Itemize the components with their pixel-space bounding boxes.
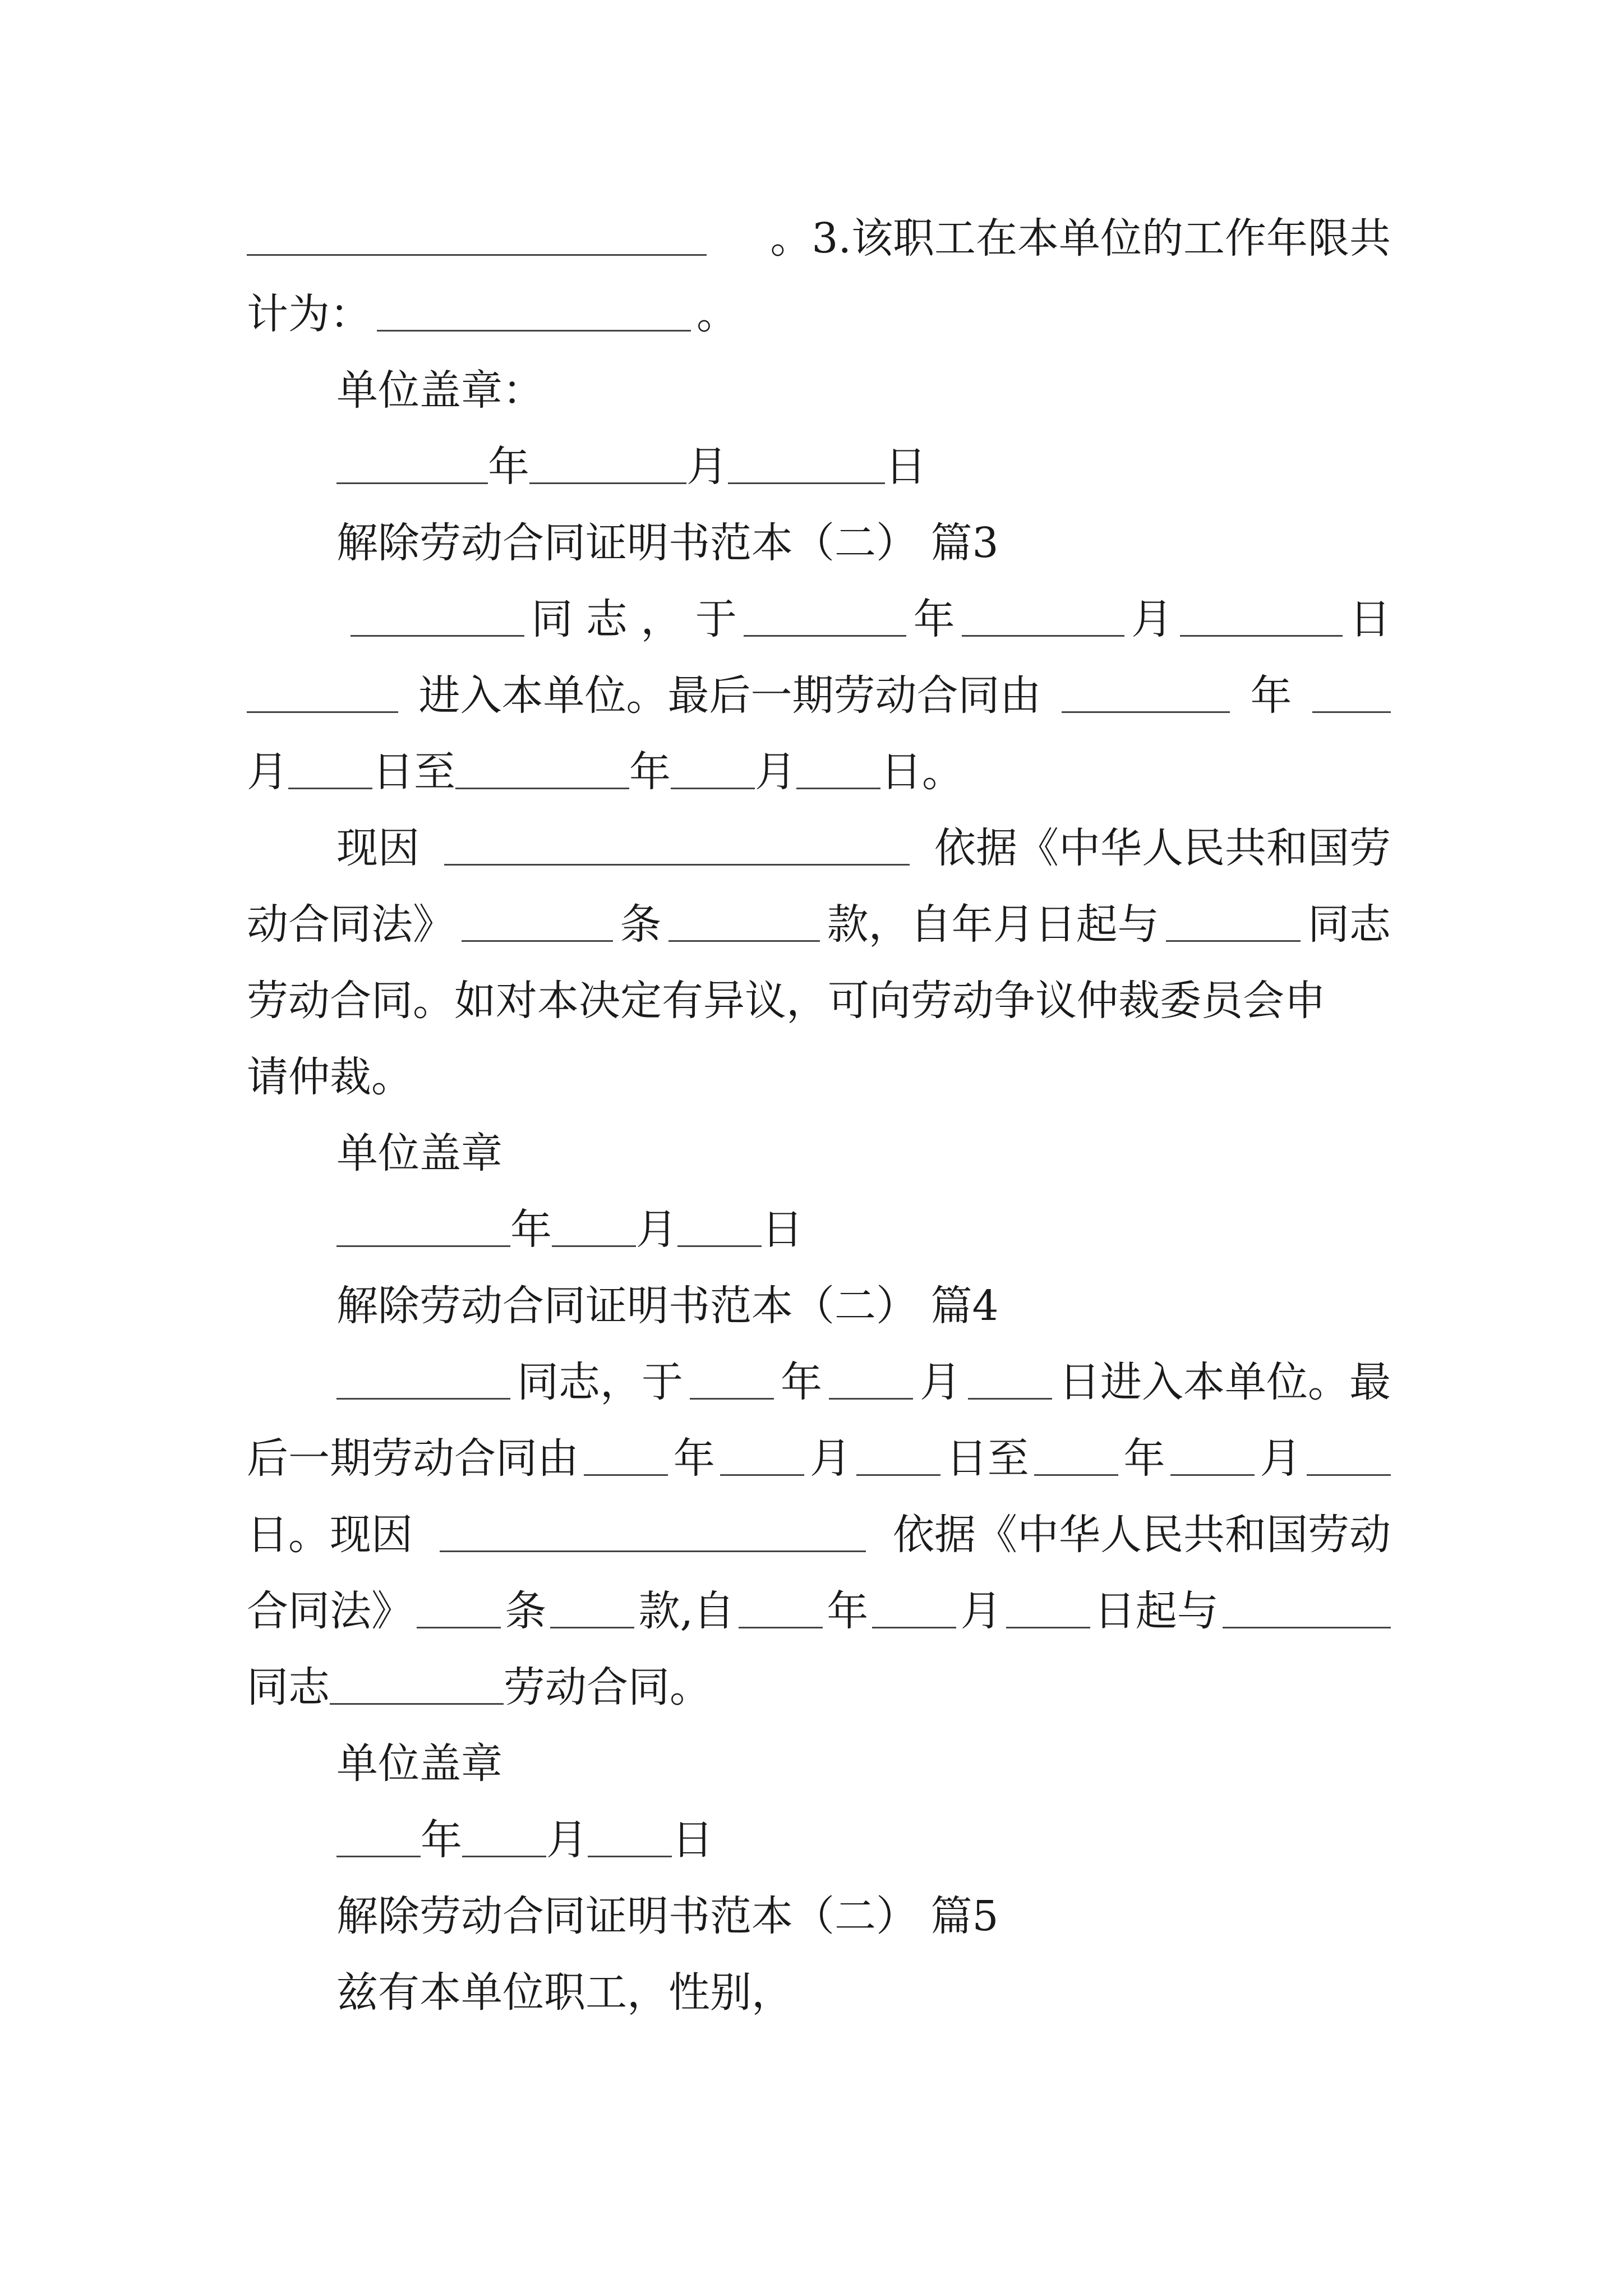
heading-text: 解除劳动合同证明书范本（二） 篇3 [336,519,999,567]
text-segment: 单位盖章： [336,366,544,415]
section-heading-5 [336,1883,1391,1950]
month-label: 月 [546,1816,588,1864]
text-line [247,1577,1391,1645]
text-line [247,1501,1391,1568]
text-segment: 依据《中华人民共和国劳 [934,824,1391,872]
stamp-label [336,357,1391,424]
text-line-work-years [247,205,1391,272]
fill-blank-month[interactable] [962,591,1124,637]
year-label: 年 [488,443,529,491]
fill-blank-year[interactable] [1062,668,1230,713]
section-heading-4 [336,1272,1391,1340]
text-line [336,1959,1391,2026]
fill-blank[interactable] [330,1659,504,1705]
text-segment: 依据《中华人民共和国劳动 [893,1511,1391,1559]
fill-blank-month[interactable] [462,1812,546,1857]
month-label: 月 [247,748,288,796]
text-segment: 日至 [372,748,455,796]
fill-blank-year[interactable] [744,591,906,637]
year-label: 年 [629,748,671,796]
text-segment: 。3.该职工在本单位的工作年限共 [770,214,1391,263]
text-segment: 单位盖章 [336,1740,502,1788]
text-line [247,1043,1391,1111]
day-label: 日。 [880,748,963,796]
text-segment: 日。现因 [247,1511,413,1559]
fill-blank-year[interactable] [336,1202,510,1247]
year-label: 年 [781,1358,822,1406]
text-segment: 劳动合同。如对本决定有异议，可向劳动争议仲裁委员会申 [247,977,1326,1025]
text-segment: 进入本单位。最后一期劳动合同由 [418,671,1041,720]
fill-blank-day[interactable] [1180,591,1343,637]
fill-blank-day[interactable] [588,1812,672,1857]
text-segment: 日进入本单位。最 [1059,1358,1391,1406]
fill-blank-year[interactable] [584,1430,668,1476]
date-line [336,1806,1391,1874]
text-segment: 条 [505,1587,547,1635]
text-segment: 同志，于 [517,1358,683,1406]
date-line [336,433,1391,500]
fill-blank-clause[interactable] [550,1583,634,1628]
text-segment: 兹有本单位职工，性别， [336,1968,793,2017]
month-label: 月 [686,443,728,491]
fill-blank-year[interactable] [455,744,629,789]
text-segment: 。 [697,290,738,338]
month-label: 月 [960,1587,1002,1635]
text-line [247,738,1391,806]
year-label: 年 [827,1587,869,1635]
fill-blank-month[interactable] [1170,1430,1255,1476]
fill-blank-name[interactable] [351,591,524,637]
text-line [336,815,1391,882]
fill-blank-month[interactable] [872,1583,956,1628]
text-segment: 后一期劳动合同由 [247,1434,579,1483]
stamp-label [336,1120,1391,1187]
text-segment: 同 志 ， 于 [531,595,737,643]
fill-blank-month[interactable] [829,1354,913,1400]
month-label: 月 [809,1434,851,1483]
fill-blank[interactable] [1312,668,1391,713]
fill-blank-clause[interactable] [668,896,820,942]
day-label: 日 [762,1205,803,1254]
text-segment: 计为： [247,290,371,338]
text-segment: 同志 [1307,900,1391,949]
heading-text: 解除劳动合同证明书范本（二） 篇5 [336,1892,999,1940]
fill-blank-day[interactable] [1307,1430,1391,1476]
text-segment: 动合同法》 [247,900,454,949]
month-label: 月 [636,1205,677,1254]
text-line [247,662,1391,729]
fill-blank-article[interactable] [462,896,613,942]
fill-blank[interactable] [247,210,707,256]
day-label: 日 [672,1816,713,1864]
fill-blank[interactable] [377,286,691,332]
year-label: 年 [1250,671,1292,720]
fill-blank-article[interactable] [417,1583,501,1628]
text-line [351,586,1391,653]
text-segment: 单位盖章 [336,1129,502,1177]
text-line [247,1654,1391,1721]
year-label: 年 [673,1434,715,1483]
text-segment: 款，自年月日起与 [827,900,1159,949]
text-segment: 日至 [946,1434,1029,1483]
text-line-total [247,280,1391,348]
text-segment: 条 [620,900,662,949]
fill-blank-month[interactable] [720,1430,804,1476]
month-label: 月 [920,1358,961,1406]
fill-blank-year[interactable] [336,439,488,484]
fill-blank-reason[interactable] [444,820,910,866]
fill-blank-day[interactable] [288,744,372,789]
fill-blank-day[interactable] [728,439,885,484]
fill-blank-day[interactable] [968,1354,1052,1400]
text-line [336,1349,1391,1416]
text-segment: 款,自 [638,1587,735,1635]
month-label: 月 [755,748,796,796]
year-label: 年 [913,595,955,643]
fill-blank-reason[interactable] [440,1507,866,1552]
fill-blank-day[interactable] [796,744,880,789]
year-label: 年 [421,1816,462,1864]
fill-blank-month[interactable] [671,744,755,789]
text-segment: 合同法》 [247,1587,413,1635]
day-label: 日 [1349,595,1391,643]
fill-blank-name[interactable] [1166,896,1301,942]
section-heading-3 [336,509,1391,577]
heading-text: 解除劳动合同证明书范本（二） 篇4 [336,1282,999,1330]
fill-blank-day[interactable] [856,1430,940,1476]
text-segment: 日起与 [1094,1587,1219,1635]
date-line [336,1196,1391,1263]
fill-blank-month[interactable] [552,1202,636,1247]
fill-blank-name[interactable] [336,1354,510,1400]
year-label: 年 [1123,1434,1165,1483]
text-segment: 现因 [336,824,419,872]
month-label: 月 [1131,595,1173,643]
fill-blank-year[interactable] [336,1812,421,1857]
fill-blank-year[interactable] [1034,1430,1118,1476]
text-line [247,967,1391,1034]
text-segment: 请仲裁。 [247,1053,413,1101]
text-segment: 同志 [247,1663,330,1711]
text-line [247,1425,1391,1492]
text-line [247,891,1391,958]
stamp-label [336,1730,1391,1797]
text-segment: 劳动合同。 [504,1663,711,1711]
fill-blank-year[interactable] [690,1354,774,1400]
year-label: 年 [510,1205,552,1254]
fill-blank-day[interactable] [677,1202,762,1247]
fill-blank-month[interactable] [529,439,686,484]
fill-blank[interactable] [247,668,398,713]
fill-blank-name[interactable] [1223,1583,1391,1628]
month-label: 月 [1260,1434,1302,1483]
fill-blank-day[interactable] [1006,1583,1090,1628]
fill-blank-year[interactable] [739,1583,823,1628]
day-label: 日 [885,443,926,491]
